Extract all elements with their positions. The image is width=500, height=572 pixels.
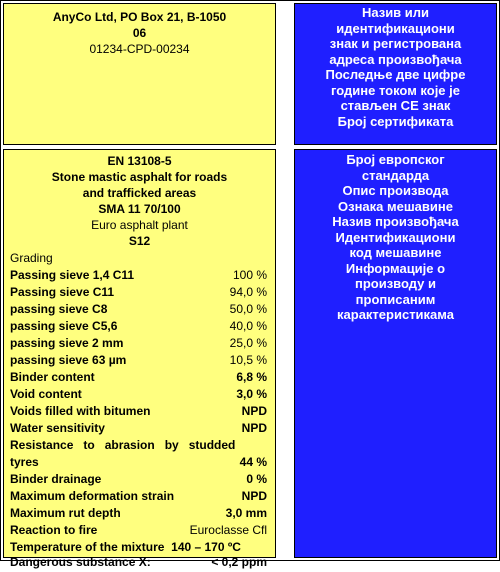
legend-line: Назив или (361, 5, 430, 20)
manufacturer-legend (294, 3, 497, 145)
table-row: Dangerous substance X: < 0,2 ppm (10, 555, 267, 569)
year-digits: 06 (132, 26, 147, 40)
legend-line: Информације о (345, 260, 446, 276)
legend-line: Последње две цифре (325, 67, 466, 82)
product-block (3, 149, 276, 569)
table-row: Reaction to fire Euroclasse Cfl (10, 523, 267, 537)
product-description-2: and trafficked areas (82, 186, 197, 200)
table-row: Binder content 6,8 % (10, 370, 267, 384)
legend-line: код мешавине (349, 245, 442, 260)
legend-line: адреса произвођача (329, 51, 462, 67)
table-row: passing sieve 63 µm 10,5 % (10, 353, 267, 367)
table-row: Maximum rut depth 3,0 mm (10, 506, 267, 520)
table-row: Maximum deformation strain NPD (10, 489, 267, 503)
legend-line: прописаним (355, 291, 436, 307)
table-row: Binder drainage 0 % (10, 472, 267, 486)
legend-line: Број европског (346, 152, 445, 167)
legend-line: производу и (354, 276, 437, 291)
grading-label: Grading (10, 251, 53, 265)
legend-line: стављен CE знак (340, 98, 451, 113)
table-row: passing sieve C8 50,0 % (10, 302, 267, 316)
table-row: Resistance to abrasion by studded (10, 438, 236, 452)
product-description-1: Stone mastic asphalt for roads (51, 170, 228, 184)
producer-name: Euro asphalt plant (91, 218, 188, 232)
legend-line: Број сертификата (337, 113, 454, 129)
product-legend (294, 149, 497, 558)
legend-line: године током које је (331, 82, 460, 98)
legend-line: Назив произвођача (332, 214, 459, 229)
legend-line: Идентификациони (335, 229, 456, 245)
table-row: Void content 3,0 % (10, 387, 267, 401)
legend-line: стандарда (361, 167, 430, 183)
legend-lines-bottom (295, 150, 496, 323)
certificate-number: 01234-CPD-00234 (89, 42, 190, 56)
standard-number: EN 13108-5 (107, 154, 172, 168)
table-row: Temperature of the mixture 140 – 170 ºC (10, 540, 241, 554)
table-row: tyres 44 % (10, 455, 267, 469)
legend-lines-top (295, 4, 496, 129)
table-row: Passing sieve 1,4 C11 100 % (10, 268, 267, 282)
legend-line: карактеристикама (337, 307, 454, 322)
table-row: passing sieve 2 mm 25,0 % (10, 336, 267, 350)
legend-line: идентификациони (336, 20, 455, 36)
table-row: Water sensitivity NPD (10, 421, 267, 435)
mixture-code: S12 (128, 234, 151, 248)
manufacturer-block (3, 3, 276, 145)
separator-bar (276, 3, 294, 558)
company-address: AnyCo Ltd, PO Box 21, B-1050 (52, 10, 227, 24)
table-row: Passing sieve C11 94,0 % (10, 285, 267, 299)
legend-line: Ознака мешавине (338, 198, 453, 214)
mixture-designation: SMA 11 70/100 (98, 202, 181, 216)
table-row: Voids filled with bitumen NPD (10, 404, 267, 418)
legend-line: Опис производа (342, 183, 449, 198)
table-row: passing sieve C5,6 40,0 % (10, 319, 267, 333)
legend-line: знак и регистрована (329, 36, 462, 51)
